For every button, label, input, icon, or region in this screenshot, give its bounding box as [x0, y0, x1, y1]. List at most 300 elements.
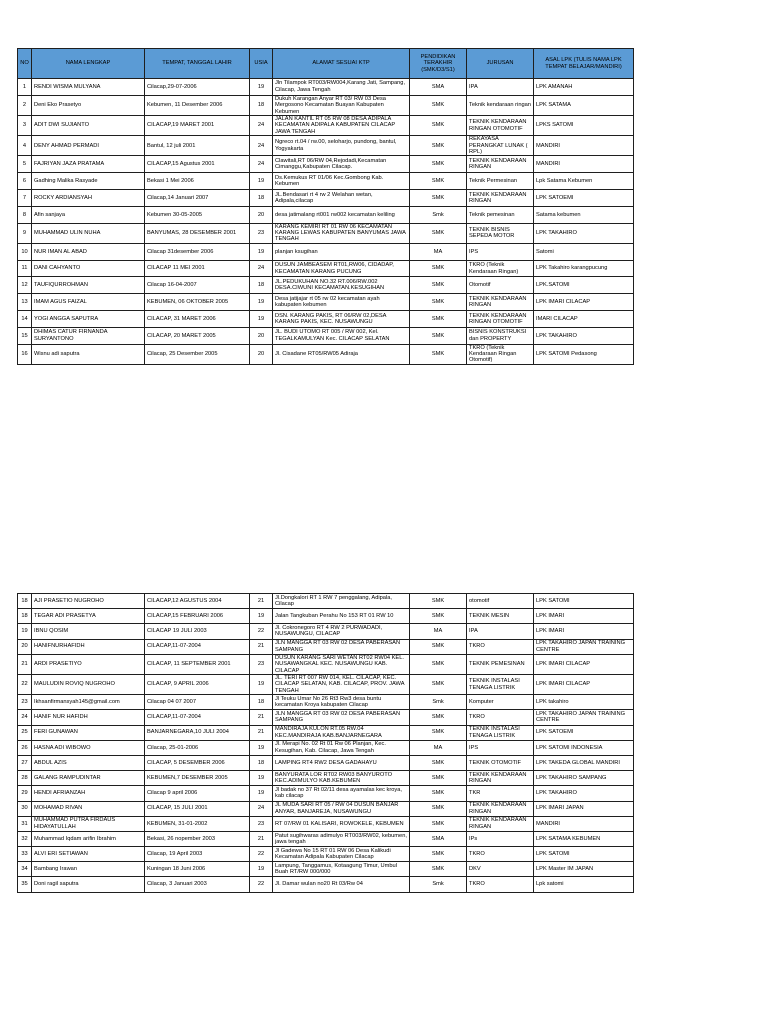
- cell-lpk: LPK IMARI CILACAP: [534, 674, 634, 694]
- cell-name: MUHAMMAD PUTRA FIRDAUS HIDAYATULLAH: [32, 816, 145, 831]
- cell-address: Jl badak no 37 Rt 02/11 desa ayamalas kec kroya, kab cilacap: [273, 786, 410, 801]
- table-row: [18, 609, 634, 624]
- cell-address: MANDIRAJA KULON RT.05 RW.04 KEC.MANDIRAJA KAB.BANJARNEGARA: [273, 725, 410, 740]
- cell-age: 19: [250, 79, 273, 96]
- cell-major: Teknik kendaraan ringan: [467, 95, 534, 115]
- cell-address: Jl. Cisadane RT05/RW05 Adiraja: [273, 344, 410, 364]
- cell-no: 27: [18, 755, 32, 770]
- cell-birth: CILACAP, 5 DESEMBER 2006: [145, 755, 250, 770]
- cell-education: SMK: [410, 771, 467, 786]
- cell-age: 24: [250, 116, 273, 136]
- cell-address: JLN MANGGA RT 03 RW 02 DESA PABERASAN SAMPANG: [273, 639, 410, 654]
- cell-address: DUSUN JAMBEASEM RT01,RW06, CIDADAP, KECAMATAN KARANG PUCUNG: [273, 260, 410, 277]
- cell-lpk: LPK IMARI: [534, 609, 634, 624]
- cell-birth: CILACAP,19 MARET 2001: [145, 116, 250, 136]
- cell-birth: Cilacap 16-04-2007: [145, 277, 250, 294]
- cell-no: 33: [18, 847, 32, 862]
- cell-major: IPS: [467, 740, 534, 755]
- cell-address: JL. BUDI UTOMO RT 005 / RW 002, Kel. TEGALKAMULYAN Kec. CILACAP SELATAN: [273, 327, 410, 344]
- cell-education: SMK: [410, 786, 467, 801]
- cell-birth: CILACAP 11 MEI 2001: [145, 260, 250, 277]
- cell-name: Muhammad Iqdam arifin Ibrahim: [32, 831, 145, 846]
- cell-age: 18: [250, 695, 273, 710]
- cell-no: 14: [18, 311, 32, 328]
- cell-education: SMK: [410, 277, 467, 294]
- cell-education: Smk: [410, 206, 467, 223]
- cell-address: Clawitali,RT 06/RW 04,Rejodadi,Kecamatan Cimanggu,Kabupaten Cilacap.: [273, 156, 410, 173]
- cell-lpk: LPK TAKAHIRO: [534, 327, 634, 344]
- cell-major: Teknik Permesinan: [467, 173, 534, 190]
- cell-birth: CILACAP, 9 APRIL 2006: [145, 674, 250, 694]
- cell-no: 34: [18, 862, 32, 877]
- cell-no: 18: [18, 594, 32, 609]
- cell-education: SMK: [410, 136, 467, 156]
- cell-age: 19: [250, 173, 273, 190]
- cell-age: 18: [250, 277, 273, 294]
- cell-birth: Cilacap, 25-01-2006: [145, 740, 250, 755]
- cell-major: IPS: [467, 243, 534, 260]
- cell-education: Smk: [410, 695, 467, 710]
- cell-education: SMK: [410, 223, 467, 243]
- cell-no: 4: [18, 136, 32, 156]
- cell-no: 10: [18, 243, 32, 260]
- table-row: [18, 816, 634, 831]
- table-row: [18, 311, 634, 328]
- cell-name: DHIMAS CATUR FIRNANDA SURYANTONO: [32, 327, 145, 344]
- cell-name: ALVI ERI SETIAWAN: [32, 847, 145, 862]
- cell-age: 24: [250, 136, 273, 156]
- cell-age: 21: [250, 594, 273, 609]
- cell-birth: Bantul, 12 juli 2001: [145, 136, 250, 156]
- cell-major: TEKNIK MESIN: [467, 609, 534, 624]
- cell-education: SMK: [410, 260, 467, 277]
- cell-age: 21: [250, 639, 273, 654]
- cell-education: SMK: [410, 294, 467, 311]
- cell-education: SMK: [410, 190, 467, 207]
- cell-no: 35: [18, 877, 32, 892]
- cell-lpk: IMARI CILACAP: [534, 311, 634, 328]
- cell-no: 20: [18, 639, 32, 654]
- table-row: [18, 95, 634, 115]
- cell-education: MA: [410, 624, 467, 639]
- cell-education: SMK: [410, 609, 467, 624]
- cell-major: TEKNIK INSTALASI TENAGA LISTRIK: [467, 674, 534, 694]
- cell-lpk: MANDIRI: [534, 136, 634, 156]
- cell-major: TKR: [467, 786, 534, 801]
- cell-birth: Kebumen, 11 Desember 2006: [145, 95, 250, 115]
- table-row: [18, 79, 634, 96]
- cell-education: SMK: [410, 674, 467, 694]
- cell-name: MAULUDIN ROVIQ NUGROHO: [32, 674, 145, 694]
- cell-lpk: LPK.SATOMI: [534, 277, 634, 294]
- cell-age: 24: [250, 801, 273, 816]
- cell-age: 19: [250, 609, 273, 624]
- cell-major: IPA: [467, 624, 534, 639]
- cell-birth: Cilacap,14 Januari 2007: [145, 190, 250, 207]
- cell-no: 15: [18, 327, 32, 344]
- cell-age: 24: [250, 260, 273, 277]
- cell-address: Jl Gadewa No 15 RT 01 RW 06 Desa Kalikudi Kecamatan Adipala Kabupaten Cilacap: [273, 847, 410, 862]
- cell-name: NUR IMAN AL ABAD: [32, 243, 145, 260]
- cell-name: Bambang Irawan: [32, 862, 145, 877]
- cell-major: IPA: [467, 79, 534, 96]
- cell-education: SMK: [410, 710, 467, 725]
- cell-birth: CILACAP, 31 MARET 2006: [145, 311, 250, 328]
- cell-name: IMAM AGUS FAIZAL: [32, 294, 145, 311]
- cell-address: JALAN KANTIL RT 05 RW 08 DESA ADIPALA KECAMATAN ADIPALA KABUPATEN CILACAP JAWA TENGAH: [273, 116, 410, 136]
- cell-major: TEKNIK INSTALASI TENAGA LISTRIK: [467, 725, 534, 740]
- cell-no: 5: [18, 156, 32, 173]
- cell-name: ABDUL AZIS: [32, 755, 145, 770]
- cell-no: 2: [18, 95, 32, 115]
- table-row: [18, 674, 634, 694]
- cell-no: 24: [18, 710, 32, 725]
- table-row: [18, 786, 634, 801]
- table-row: [18, 116, 634, 136]
- cell-birth: BANJARNEGARA,10 JULI 2004: [145, 725, 250, 740]
- cell-name: RENDI WISMA MULYANA: [32, 79, 145, 96]
- cell-education: SMK: [410, 862, 467, 877]
- cell-name: ADIT DWI SUJIANTO: [32, 116, 145, 136]
- cell-address: Jln Tilampok RT003/RW004,Karang Jati, Sampang, Cilacap, Jawa Tengah: [273, 79, 410, 96]
- cell-no: 1: [18, 79, 32, 96]
- cell-lpk: LPK IMARI CILACAP: [534, 654, 634, 674]
- cell-no: 32: [18, 831, 32, 846]
- table-row: [18, 639, 634, 654]
- cell-no: 26: [18, 740, 32, 755]
- registrant-table-1: [17, 48, 634, 365]
- cell-lpk: LPK AMANAH: [534, 79, 634, 96]
- table-row: [18, 190, 634, 207]
- cell-education: SMK: [410, 847, 467, 862]
- cell-lpk: LPK TAKAHIRO: [534, 786, 634, 801]
- cell-no: 28: [18, 771, 32, 786]
- cell-education: SMK: [410, 816, 467, 831]
- cell-no: 13: [18, 294, 32, 311]
- cell-address: DUSUN KARANG SARI WETAN RT02 RW04 KEL. NUSAWANGKAL KEC. NUSAWUNGU KAB. CILACAP: [273, 654, 410, 674]
- cell-name: HENDI AFRIANZAH: [32, 786, 145, 801]
- cell-no: 22: [18, 674, 32, 694]
- table-row: [18, 173, 634, 190]
- cell-birth: Cilacap 9 april 2006: [145, 786, 250, 801]
- cell-education: SMK: [410, 156, 467, 173]
- header-name: NAMA LENGKAP: [32, 49, 145, 79]
- cell-major: DKV: [467, 862, 534, 877]
- table-row: [18, 156, 634, 173]
- cell-no: 16: [18, 344, 32, 364]
- cell-education: SMK: [410, 116, 467, 136]
- cell-address: KARANG KEMIRI RT 01 RW 06 KECAMATAN KARANG LEWAS KABUPATEN BANYUMAS JAWA TENGAH: [273, 223, 410, 243]
- table-row: [18, 654, 634, 674]
- table-header: [18, 49, 634, 79]
- table-row: [18, 831, 634, 846]
- cell-birth: Kebumen 30-05-2005: [145, 206, 250, 223]
- cell-age: 18: [250, 95, 273, 115]
- cell-age: 20: [250, 327, 273, 344]
- cell-education: MA: [410, 740, 467, 755]
- cell-name: GALANG RAMPUDINTAR: [32, 771, 145, 786]
- cell-birth: Kuningan 18 Juni 2006: [145, 862, 250, 877]
- cell-lpk: LPK TAKAHIRO JAPAN TRAINING CENTRE: [534, 639, 634, 654]
- cell-name: MOHAMAD RIVAN: [32, 801, 145, 816]
- table-row: [18, 710, 634, 725]
- cell-lpk: Lpk satomi: [534, 877, 634, 892]
- cell-lpk: LPK SATOEMI: [534, 725, 634, 740]
- cell-birth: Cilacap 31desember 2006: [145, 243, 250, 260]
- cell-lpk: LPK Master IM JAPAN: [534, 862, 634, 877]
- table-row: [18, 243, 634, 260]
- cell-birth: CILACAP, 11 SEPTEMBER 2001: [145, 654, 250, 674]
- cell-education: SMK: [410, 801, 467, 816]
- table-row: [18, 594, 634, 609]
- cell-lpk: LPK TAKAHIRO SAMPANG: [534, 771, 634, 786]
- cell-lpk: MANDIRI: [534, 816, 634, 831]
- cell-address: desa jatimalang rt001 rw002 kecamatan keliling: [273, 206, 410, 223]
- cell-birth: CILACAP,15 Agustus 2001: [145, 156, 250, 173]
- cell-education: SMK: [410, 311, 467, 328]
- cell-major: REKAYASA PERANGKAT LUNAK ( RPL): [467, 136, 534, 156]
- cell-age: 19: [250, 862, 273, 877]
- cell-age: 21: [250, 710, 273, 725]
- cell-age: 22: [250, 847, 273, 862]
- cell-major: TKRO: [467, 710, 534, 725]
- cell-education: SMK: [410, 173, 467, 190]
- cell-age: 19: [250, 786, 273, 801]
- cell-no: 30: [18, 801, 32, 816]
- header-lpk: ASAL LPK (TULIS NAMA LPK TEMPAT BELAJAR/MANDIRI): [534, 49, 634, 79]
- cell-major: TEKNIK KENDARAAN RINGAN: [467, 801, 534, 816]
- cell-no: 18: [18, 609, 32, 624]
- cell-major: TEKNIK PEMESINAN: [467, 654, 534, 674]
- table-row: [18, 801, 634, 816]
- cell-birth: CILACAP,11-07-2004: [145, 639, 250, 654]
- cell-education: SMK: [410, 639, 467, 654]
- cell-birth: BANYUMAS, 28 DESEMBER 2001: [145, 223, 250, 243]
- cell-lpk: LPK SATAMA KEBUMEN: [534, 831, 634, 846]
- cell-no: 21: [18, 654, 32, 674]
- cell-age: 21: [250, 831, 273, 846]
- cell-name: FAJRIYAN JAZA PRATAMA: [32, 156, 145, 173]
- cell-lpk: LPK SATAMA: [534, 95, 634, 115]
- registrant-table-2: [17, 593, 634, 893]
- table-row: [18, 294, 634, 311]
- cell-education: SMK: [410, 654, 467, 674]
- cell-address: Patut sugihwaras adimulyo RT003/RW02, kebumen, jawa tengah: [273, 831, 410, 846]
- cell-no: 12: [18, 277, 32, 294]
- cell-major: IPs: [467, 831, 534, 846]
- cell-name: FERI GUNAWAN: [32, 725, 145, 740]
- cell-address: JLN MANGGA RT 03 RW 02 DESA PABERASAN SAMPANG: [273, 710, 410, 725]
- table-row: [18, 206, 634, 223]
- cell-lpk: LPK takahiro: [534, 695, 634, 710]
- cell-address: RT 07/RW 01 KALISARI, ROWOKELE, KEBUMEN: [273, 816, 410, 831]
- cell-address: DSN. KARANG PAKIS, RT 06/RW 02,DESA KARANG PAKIS, KEC. NUSAWUNGU: [273, 311, 410, 328]
- cell-lpk: LPK SATOMI: [534, 847, 634, 862]
- header-age: USIA: [250, 49, 273, 79]
- table-row: [18, 725, 634, 740]
- cell-major: TEKNIK KENDARAAN RINGAN: [467, 771, 534, 786]
- cell-address: JL.Bendasari rt 4 rw 2 Welahan wetan, Adipala,cilacap: [273, 190, 410, 207]
- table-row: [18, 223, 634, 243]
- cell-lpk: LPK SATOMI INDONESIA: [534, 740, 634, 755]
- cell-no: 31: [18, 816, 32, 831]
- table-row: [18, 740, 634, 755]
- cell-age: 19: [250, 771, 273, 786]
- table-row: [18, 771, 634, 786]
- cell-major: Komputer: [467, 695, 534, 710]
- cell-education: SMA: [410, 831, 467, 846]
- cell-no: 29: [18, 786, 32, 801]
- cell-major: Otomotif: [467, 277, 534, 294]
- cell-address: Ngreco rt.04 / rw.00, seloharjo, pundong, bantul, Yogyakarta: [273, 136, 410, 156]
- cell-birth: CILACAP, 20 MARET 2005: [145, 327, 250, 344]
- cell-lpk: LPKS SATOMI: [534, 116, 634, 136]
- cell-education: Smk: [410, 877, 467, 892]
- table-row: [18, 624, 634, 639]
- cell-birth: Cilacap, 3 Januari 2003: [145, 877, 250, 892]
- table-row: [18, 260, 634, 277]
- cell-address: Lampung, Tanggamus, Kotaagung Timur, Umbul Buah RT/RW 000/000: [273, 862, 410, 877]
- table-row: [18, 847, 634, 862]
- cell-birth: Cilacap,29-07-2006: [145, 79, 250, 96]
- cell-major: TEKNIK KENDARAAN RINGAN: [467, 156, 534, 173]
- cell-name: IBNU QOSIM: [32, 624, 145, 639]
- header-birth: TEMPAT, TANGGAL LAHIR: [145, 49, 250, 79]
- cell-name: Gadhing Malika Rasyade: [32, 173, 145, 190]
- table-row: [18, 136, 634, 156]
- cell-name: AJI PRASETIO NUGROHO: [32, 594, 145, 609]
- cell-lpk: LPK IMARI CILACAP: [534, 294, 634, 311]
- cell-age: 23: [250, 654, 273, 674]
- cell-name: DANI CAHYANTO: [32, 260, 145, 277]
- cell-age: 18: [250, 755, 273, 770]
- cell-no: 19: [18, 624, 32, 639]
- cell-name: Wisnu adi saputra: [32, 344, 145, 364]
- cell-name: Afin sanjaya: [32, 206, 145, 223]
- cell-age: 22: [250, 624, 273, 639]
- cell-no: 9: [18, 223, 32, 243]
- header-education: PENDIDIKAN TERAKHIR (SMK/D3/S1): [410, 49, 467, 79]
- cell-major: TKRO: [467, 639, 534, 654]
- cell-name: ARDI PRASETIYO: [32, 654, 145, 674]
- cell-birth: CILACAP,11-07-2004: [145, 710, 250, 725]
- table-body: [18, 79, 634, 365]
- cell-address: Jl. Merapi No. 02 Rt 01 Rw 06 Planjan, Kec. Kesugihan, Kab. Cilacap, Jawa Tengah: [273, 740, 410, 755]
- cell-birth: Cilacap, 19 April 2003: [145, 847, 250, 862]
- cell-major: Teknik pemesinan: [467, 206, 534, 223]
- cell-lpk: Satama kebumen: [534, 206, 634, 223]
- cell-address: BANYURATA LOR RT02 RW03 BANYUROTO KEC.ADIMULYO KAB.KEBUMEN: [273, 771, 410, 786]
- cell-age: 19: [250, 243, 273, 260]
- cell-no: 7: [18, 190, 32, 207]
- cell-address: Jl. Cokronegoro RT 4 RW 2 PURWADADI, NUSAWUNGU, CILACAP: [273, 624, 410, 639]
- cell-age: 19: [250, 294, 273, 311]
- cell-birth: Bekasi, 26 nopember 2003: [145, 831, 250, 846]
- cell-education: SMK: [410, 725, 467, 740]
- table-row: [18, 695, 634, 710]
- cell-age: 22: [250, 877, 273, 892]
- cell-address: Jl.Dongkalori RT 1 RW 7 penggalang, Adipala, Cilacap: [273, 594, 410, 609]
- cell-address: Ds.Kemukus RT 01/06 Kec.Gombong Kab. Kebumen: [273, 173, 410, 190]
- table-row: [18, 277, 634, 294]
- cell-birth: Bekasi 1 Mei 2006: [145, 173, 250, 190]
- cell-name: YOGI ANGGA SAPUTRA: [32, 311, 145, 328]
- cell-education: SMK: [410, 327, 467, 344]
- cell-lpk: LPK TAKAHIRO JAPAN TRAINING CENTRE: [534, 710, 634, 725]
- cell-no: 6: [18, 173, 32, 190]
- cell-birth: Cilacap 04 07 2007: [145, 695, 250, 710]
- cell-name: DENY AHMAD PERMADI: [32, 136, 145, 156]
- cell-no: 23: [18, 695, 32, 710]
- cell-address: Jl Teuku Umar No 26 Rt3 Rw3 desa buntu kecamatan Kroya kabupaten Cilacap: [273, 695, 410, 710]
- cell-birth: KEBUMEN, 31-01-2002: [145, 816, 250, 831]
- cell-address: Jl. Damar wulan no20 Rt 03/Rw 04: [273, 877, 410, 892]
- cell-address: JL MUDA SARI RT 05 / RW 04 DUSUN BANJAR ANYAR, BANJAREJA, NUSAWUNGU: [273, 801, 410, 816]
- cell-lpk: LPK IMARI: [534, 624, 634, 639]
- header-no: NO: [18, 49, 32, 79]
- cell-major: TEKNIK KENDARAAN RINGAN: [467, 294, 534, 311]
- cell-lpk: LPK SATOMI Pedasong: [534, 344, 634, 364]
- cell-major: TKRO (Teknik Kendaraan Ringan Otomotif): [467, 344, 534, 364]
- cell-education: SMK: [410, 755, 467, 770]
- cell-lpk: LPK Takahiro karangpucung: [534, 260, 634, 277]
- cell-lpk: LPK SATOEMI: [534, 190, 634, 207]
- cell-address: LAMPING RT4 RW2 DESA GADAHAYU: [273, 755, 410, 770]
- cell-address: JL.PEDUKUHAN NO.32 RT.006/RW.002 DESA.CIWUNI KECAMATAN.KESUGIHAN: [273, 277, 410, 294]
- cell-lpk: LPK SATOMI: [534, 594, 634, 609]
- cell-birth: CILACAP,12 AGUSTUS 2004: [145, 594, 250, 609]
- cell-age: 23: [250, 816, 273, 831]
- cell-address: Jalan Tangkuban Perahu No 153 RT 01 RW 10: [273, 609, 410, 624]
- cell-birth: KEBUMEN,7 DESEMBER 2005: [145, 771, 250, 786]
- cell-age: 20: [250, 344, 273, 364]
- cell-address: Dukuh Karangan Anyar RT 03/ RW 03 Desa Mergosono Kecamatan Buayan Kabupaten Kebumen: [273, 95, 410, 115]
- cell-major: TEKNIK OTOMOTIF: [467, 755, 534, 770]
- cell-no: 8: [18, 206, 32, 223]
- cell-birth: CILACAP 19 JULI 2003: [145, 624, 250, 639]
- cell-lpk: LPK TAKAHIRO: [534, 223, 634, 243]
- cell-name: HANIFNURHAFIDH: [32, 639, 145, 654]
- cell-major: BISNIS KONSTRUKSI dan PROPERTY: [467, 327, 534, 344]
- cell-education: MA: [410, 243, 467, 260]
- cell-major: TEKNIK KENDARAAN RINGAN: [467, 190, 534, 207]
- cell-no: 3: [18, 116, 32, 136]
- table-row: [18, 755, 634, 770]
- cell-age: 21: [250, 725, 273, 740]
- cell-major: otomotif: [467, 594, 534, 609]
- cell-address: JL. TERI RT 007 RW 014, KEL. CILACAP, KEC. CILACAP SELATAN, KAB. CILACAP, PROV. JAWA TENGAH: [273, 674, 410, 694]
- cell-age: 23: [250, 223, 273, 243]
- cell-major: TEKNIK KENDARAAN RINGAN OTOMOTIF: [467, 116, 534, 136]
- cell-major: TEKNIK KENDARAAN RINGAN OTOMOTIF: [467, 311, 534, 328]
- cell-birth: KEBUMEN, 06 OKTOBER 2005: [145, 294, 250, 311]
- cell-education: SMK: [410, 344, 467, 364]
- cell-age: 19: [250, 311, 273, 328]
- table-row: [18, 862, 634, 877]
- cell-education: SMK: [410, 95, 467, 115]
- cell-lpk: LPK TAKEDA GLOBAL MANDIRI: [534, 755, 634, 770]
- cell-lpk: MANDIRI: [534, 156, 634, 173]
- cell-major: TKRO (Teknik Kendaraan Ringan): [467, 260, 534, 277]
- cell-birth: CILACAP, 15 JULI 2001: [145, 801, 250, 816]
- cell-name: Ikhsanfirmansyah145@gmail.com: [32, 695, 145, 710]
- cell-lpk: Satomi: [534, 243, 634, 260]
- cell-address: planjan ksugihan: [273, 243, 410, 260]
- cell-no: 25: [18, 725, 32, 740]
- table-row: [18, 344, 634, 364]
- header-major: JURUSAN: [467, 49, 534, 79]
- cell-birth: Cilacap, 25 Desember 2005: [145, 344, 250, 364]
